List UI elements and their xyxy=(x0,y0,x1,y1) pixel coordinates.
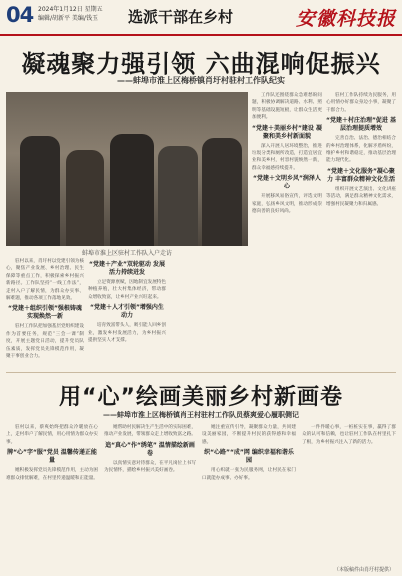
section-heading: “党建＋产业”双轮驱动 发展活力持续迸发 xyxy=(89,261,165,276)
section-heading: 织“心路”“成”网 编织幸福和谐乐园 xyxy=(204,449,294,465)
photo-caption: 蚌埠市淮上区驻村工作队入户走访 xyxy=(81,250,172,257)
article2-headline: 用“心”绘画美丽乡村新画卷 xyxy=(59,385,343,410)
end-note: （本版稿件由肖圩村提供） xyxy=(333,567,394,573)
body-text: 培育致富带头人，吸引能人回乡创业，激发乡村发展活力，为乡村振兴提供坚实人才支撑。 xyxy=(88,323,166,344)
body-text: 开展移风易俗宣传，评选文明家庭，弘扬乡风文明，推动形成崇德向善的良好风尚。 xyxy=(252,194,322,215)
body-text: 立足资源禀赋，因地制宜发展特色种植养殖，壮大村集体经济，带动群众增收致富，让乡村产业兴旺起来。 xyxy=(88,280,166,300)
article2-subheadline: ——蚌埠市淮上区梅桥镇肖王村驻村工作队员蔡爽爱心履职侧记 xyxy=(103,411,299,419)
article-divider xyxy=(6,372,396,373)
masthead xyxy=(0,0,402,36)
article1-subheadline: ——蚌埠市淮上区梅桥镇肖圩村驻村工作队纪实 xyxy=(117,76,285,85)
article2-column-2 xyxy=(104,424,196,564)
body-text: 她注重宣传引导，凝聚群众力量，共同建设美丽家园，不断提升村民的获得感和幸福感。 xyxy=(202,425,296,445)
article1-column-2 xyxy=(88,258,166,368)
body-text: 驻村工作队持续为民服务，用心用情办好群众身边小事，凝聚了干群合力。 xyxy=(326,93,396,113)
article1-column-1 xyxy=(6,258,84,368)
article1-column-4 xyxy=(326,92,396,368)
article2-column-3 xyxy=(202,424,296,564)
body-text: 深入开展人居环境整治，推进垃圾分类和厕所改造，打造宜居宜业和美乡村，村容村貌焕然一新，群众幸福感持续提升。 xyxy=(252,143,322,171)
section-heading: “党建＋文化服务”凝心聚力 丰富群众精神文化生活 xyxy=(326,167,396,183)
section-heading: 追“真心”作“绣笔” 温情描绘新画卷 xyxy=(105,441,195,457)
article2-column-1 xyxy=(6,424,98,564)
article2-column-4 xyxy=(302,424,396,564)
body-text: 以真情实意对待群众，在平凡岗位上书写为民情怀，描绘乡村振兴美好画卷。 xyxy=(104,460,196,474)
section-heading: “党建＋村庄治理”促进 基层治理提质增效 xyxy=(326,117,396,133)
body-text: 驻村工作队把加强基层党组织建设作为首要任务，规范“三会一课”制度，开展主题党日活动，提升党员队伍素质，发挥党员先锋模范作用，凝聚干事创业合力。 xyxy=(6,324,84,360)
section-heading: “党建＋组织引领”强根铸魂 实现焕然一新 xyxy=(8,305,82,321)
body-text: 她积极发挥党员先锋模范作用，主动为困难群众排忧解难，在村里传递温暖和正能量。 xyxy=(6,468,98,481)
article1-photo xyxy=(6,92,248,246)
date-line: 2024年1月12日 星期五 xyxy=(38,6,103,13)
editor-line: 编辑/胡新平 美编/钱玉 xyxy=(38,15,98,22)
newspaper-logo: 安徽科技报 xyxy=(295,8,396,30)
body-text: 她帮助村民解决生产生活中的实际困难，推动产业发展，带领群众走上增收致富之路。 xyxy=(104,425,196,438)
page-number: 04 xyxy=(6,3,34,27)
article1-headline: 凝魂聚力强引领 六曲混响促振兴 xyxy=(21,50,381,78)
article1-column-3 xyxy=(252,92,322,368)
body-text: 完善自治、法治、德治相结合的乡村治理体系，化解矛盾纠纷，维护乡村和谐稳定，推动基层治理能力现代化。 xyxy=(326,136,396,164)
section-heading: “党建＋人才引领”增强内生动力 xyxy=(90,304,164,320)
body-text: 组织开展文艺演出、文化讲座等活动，满足群众精神文化需求，增强村民凝聚力和归属感。 xyxy=(326,186,396,207)
section-heading: 牌“心”字“服”党员 温馨传递正能量 xyxy=(7,449,97,465)
body-text: 驻村以来，肖圩村以党建引领为核心，聚焦产业发展、乡村治理、民生保障等重点工作，积极探索乡村振兴新路径。工作队坚持“一线工作法”，走村入户了解民情，为群众办实事、解难题，推动各项工作落地见效。 xyxy=(6,259,84,302)
section-heading: “党建＋美丽乡村”建设 凝聚和美乡村新面貌 xyxy=(252,124,322,140)
section-heading: “党建＋文明乡风”润泽人心 xyxy=(253,175,321,191)
body-text: 工作队还围绕群众急难愁盼问题，积极协调解决道路、水利、照明等基础设施短板，让群众生活更加便利。 xyxy=(252,93,322,121)
issue-meta xyxy=(38,5,103,23)
section-title: 选派干部在乡村 xyxy=(128,8,234,26)
body-text: 驻村以来，蔡爽始终把群众冷暖放在心上，走村串户了解民情，用心用情为群众办实事。 xyxy=(6,425,98,445)
body-text: 一件件暖心事，一桩桩实在事，赢得了群众的认可和信赖，也让驻村工作队在村里扎下了根，为乡村振兴注入了新的活力。 xyxy=(302,425,396,445)
body-text: 用心织就一张为民服务网，让村民在家门口就能办成事、办好事。 xyxy=(202,468,296,481)
